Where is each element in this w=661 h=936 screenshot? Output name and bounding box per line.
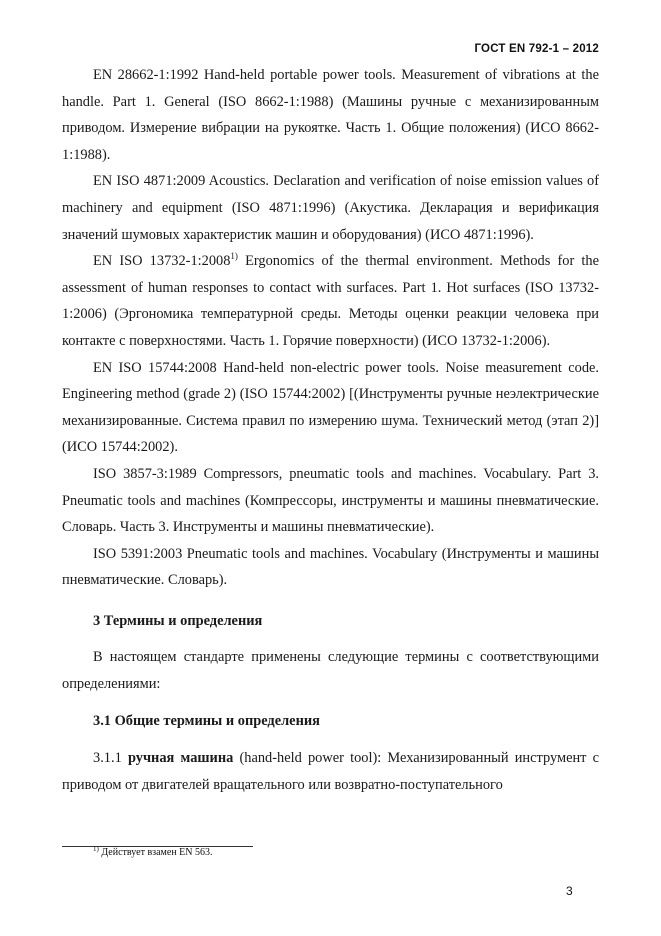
reference-iso-5391: ISO 5391:2003 Pneumatic tools and machines. Vocabulary (Инструменты и машины пневматические. Словарь). bbox=[62, 545, 599, 589]
reference-en-iso-15744: EN ISO 15744:2008 Hand-held non-electric power tools. Noise measurement code. Engineering method (grade 2) (ISO 15744:2002) [(Инструменты ручные неэлектрические механизированные. Система правил по измерению шума. Технический метод (этап 2)] (ИСО 15744:2002). bbox=[62, 359, 599, 456]
reference-en-iso-4871: EN ISO 4871:2009 Acoustics. Declaration and verification of noise emission values of machinery and equipment (ISO 4871:1996) (Акустика. Декларация и верификация значений шумовых характеристик машин и оборудования) (ИСО 4871:1996). bbox=[62, 173, 599, 243]
reference-text: Ergonomics of the thermal environment. Methods for the assessment of human responses to contact with surfaces. Part 1. Hot surfaces (ISO 13732-1:2006) (Эргономика температурной среды. Методы оценки реакции человека при контакте с поверхностями. Часть 1. Горячие поверхности) (ИСО 13732-1:2006). bbox=[62, 253, 599, 349]
reference-code: EN ISO 13732-1:2008 bbox=[93, 253, 231, 270]
page-number: 3 bbox=[566, 884, 573, 898]
document-body bbox=[62, 62, 599, 798]
reference-en-iso-13732 bbox=[62, 248, 599, 354]
footnote-marker: 1) bbox=[93, 845, 99, 853]
footnote-ref: 1) bbox=[230, 251, 238, 262]
section-3-1-heading: 3.1 Общие термины и определения bbox=[93, 712, 320, 729]
footnote-text: Действует взамен EN 563. bbox=[98, 847, 213, 858]
reference-en-28662: EN 28662-1:1992 Hand-held portable power tools. Measurement of vibrations at the handle. Part 1. General (ISO 8662-1:1988) (Машины ручные с механизированным приводом. Измерение вибрации на рукоятке. Часть 1. Общие положения) (ИСО 8662-1:1988). bbox=[62, 67, 599, 163]
document-header: ГОСТ EN 792-1 – 2012 bbox=[474, 43, 599, 55]
section-3-heading: 3 Термины и определения bbox=[93, 612, 263, 629]
term-name: ручная машина bbox=[127, 750, 234, 767]
section-3-intro: В настоящем стандарте применены следующие термины с соответствующими определениями: bbox=[62, 649, 599, 693]
reference-iso-3857: ISO 3857-3:1989 Compressors, pneumatic tools and machines. Vocabulary. Part 3. Pneumatic tools and machines (Компрессоры, инструменты и машины пневматические. Словарь. Часть 3. Инструменты и машины пневматические). bbox=[62, 465, 599, 536]
term-3-1-1 bbox=[62, 745, 599, 798]
footnote bbox=[93, 846, 213, 860]
term-definition: (hand-held power tool): Механизированный инструмент с приводом от двигателей вращательного или возвратно-поступательного bbox=[62, 750, 599, 793]
term-number: 3.1.1 bbox=[93, 750, 128, 767]
